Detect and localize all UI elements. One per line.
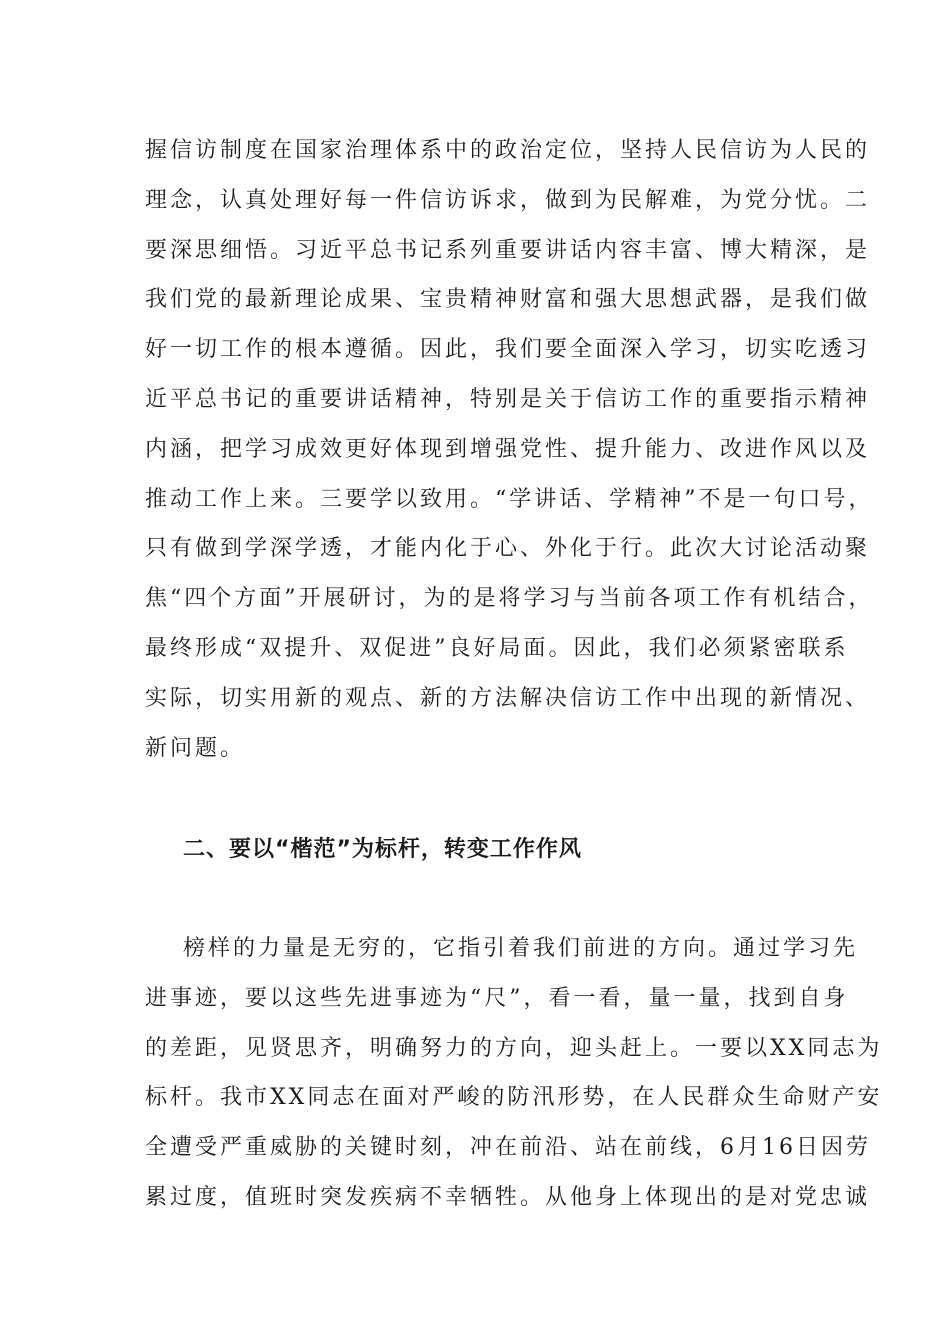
paragraph-line: 只有做到学深学透，才能内化于心、外化于行。此次大讨论活动聚: [145, 536, 871, 561]
paragraph-line: 要深思细悟。习近平总书记系列重要讲话内容丰富、博大精深，是: [145, 238, 871, 263]
paragraph-line: 好一切工作的根本遵循。因此，我们要全面深入学习，切实吃透习: [145, 337, 871, 362]
paragraph-line: 累过度，值班时突发疾病不幸牺牲。从他身上体现出的是对党忠诚: [145, 1185, 871, 1210]
paragraph-line: 握信访制度在国家治理体系中的政治定位，坚持人民信访为人民的: [145, 138, 871, 163]
section-heading: 二、要以“楷范”为标杆，转变工作作风: [183, 837, 582, 862]
paragraph-line: 理念，认真处理好每一件信访诉求，做到为民解难，为党分忧。二: [145, 188, 871, 213]
paragraph-line: 全遭受严重威胁的关键时刻，冲在前沿、站在前线，6月16日因劳: [145, 1135, 871, 1160]
paragraph-line: 进事迹，要以这些先进事迹为“尺”，看一看，量一量，找到自身: [145, 986, 849, 1011]
paragraph-line: 标杆。我市XX同志在面对严峻的防汛形势，在人民群众生命财产安: [145, 1085, 883, 1110]
paragraph-line: 近平总书记的重要讲话精神，特别是关于信访工作的重要指示精神: [145, 387, 871, 412]
paragraph-line: 实际，切实用新的观点、新的方法解决信访工作中出现的新情况、: [145, 686, 871, 711]
paragraph-line: 我们党的最新理论成果、宝贵精神财富和强大思想武器，是我们做: [145, 287, 871, 312]
paragraph-line: 新问题。: [145, 736, 246, 761]
paragraph-line: 最终形成“双提升、双促进”良好局面。因此，我们必须紧密联系: [145, 636, 849, 661]
paragraph-line: 内涵，把学习成效更好体现到增强党性、提升能力、改进作风以及: [145, 437, 871, 462]
paragraph-line: 的差距，见贤思齐，明确努力的方向，迎头赶上。一要以XX同志为: [145, 1036, 883, 1061]
paragraph-line: 推动工作上来。三要学以致用。“学讲话、学精神”不是一句口号，: [145, 487, 874, 512]
paragraph-line: 焦“四个方面”开展研讨，为的是将学习与当前各项工作有机结合，: [145, 586, 874, 611]
paragraph-line: 榜样的力量是无穷的，它指引着我们前进的方向。通过学习先: [183, 936, 859, 961]
